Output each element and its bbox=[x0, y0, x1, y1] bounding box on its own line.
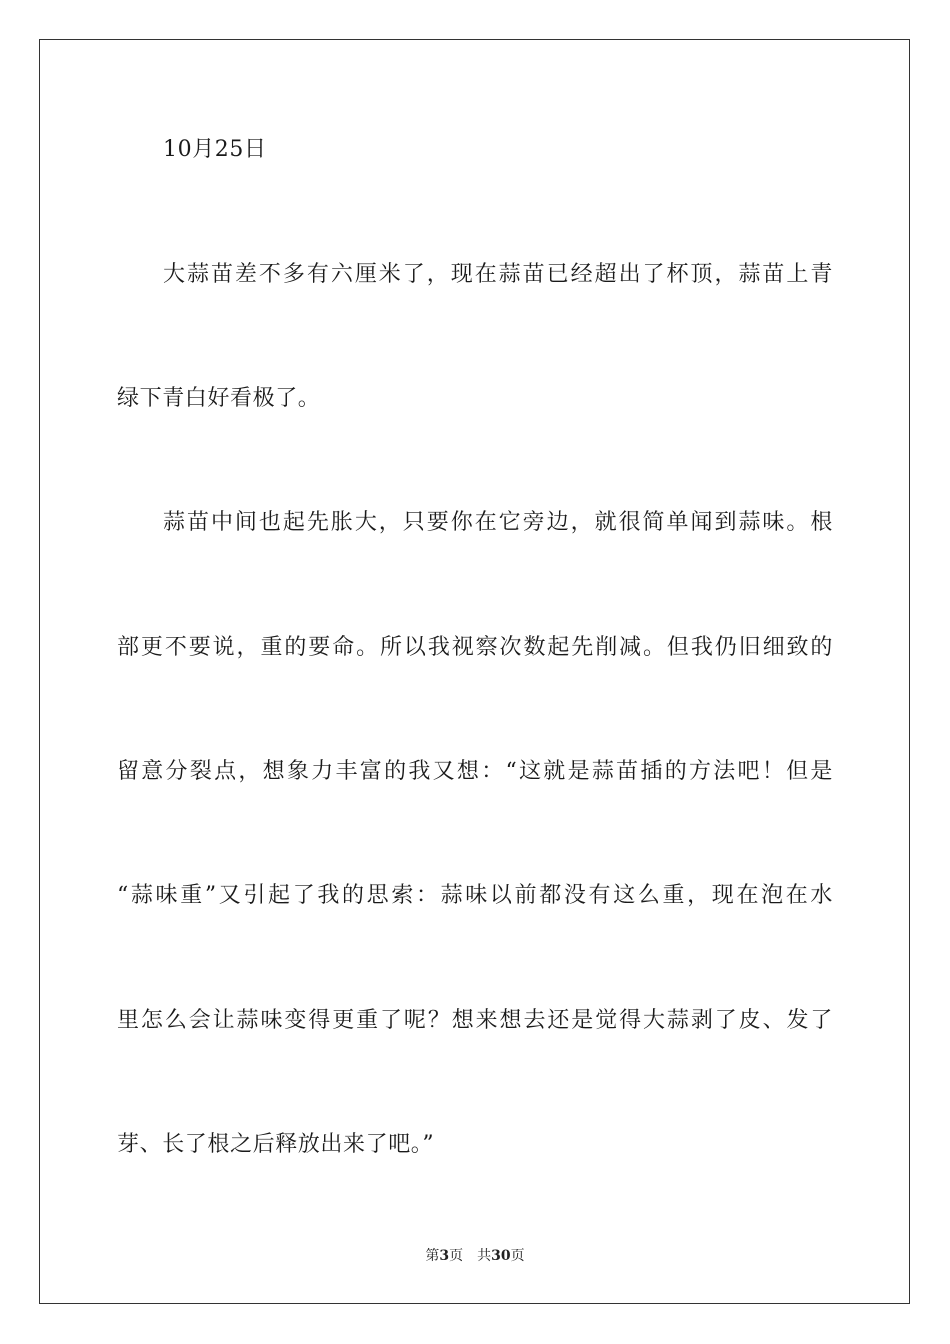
page-suffix: 页 bbox=[449, 1248, 464, 1264]
paragraph-2-line-2: 部更不要说，重的要命。所以我视察次数起先削减。但我仍旧细致的 bbox=[117, 635, 833, 660]
page-border bbox=[39, 39, 910, 1304]
paragraph-1-line-2: 绿下青白好看极了。 bbox=[117, 386, 321, 411]
paragraph-2-line-6: 芽、长了根之后释放出来了吧。” bbox=[117, 1132, 435, 1157]
total-suffix: 页 bbox=[510, 1248, 525, 1264]
diary-date: 10月25日 bbox=[163, 137, 267, 162]
current-page-number: 3 bbox=[439, 1248, 450, 1264]
total-prefix: 共 bbox=[477, 1248, 492, 1264]
paragraph-2-line-1: 蒜苗中间也起先胀大，只要你在它旁边，就很简单闻到蒜味。根 bbox=[163, 510, 833, 535]
paragraph-1-line-1: 大蒜苗差不多有六厘米了，现在蒜苗已经超出了杯顶，蒜苗上青 bbox=[163, 262, 833, 287]
total-page-count: 30 bbox=[491, 1248, 511, 1264]
page-prefix: 第 bbox=[425, 1248, 440, 1264]
paragraph-2-line-5: 里怎么会让蒜味变得更重了呢？想来想去还是觉得大蒜剥了皮、发了 bbox=[117, 1008, 833, 1033]
paragraph-2-line-4: “蒜味重”又引起了我的思索：蒜味以前都没有这么重，现在泡在水 bbox=[117, 883, 833, 908]
page-footer bbox=[0, 1247, 950, 1265]
paragraph-2-line-3: 留意分裂点，想象力丰富的我又想：“这就是蒜苗插的方法吧！但是 bbox=[117, 759, 833, 784]
